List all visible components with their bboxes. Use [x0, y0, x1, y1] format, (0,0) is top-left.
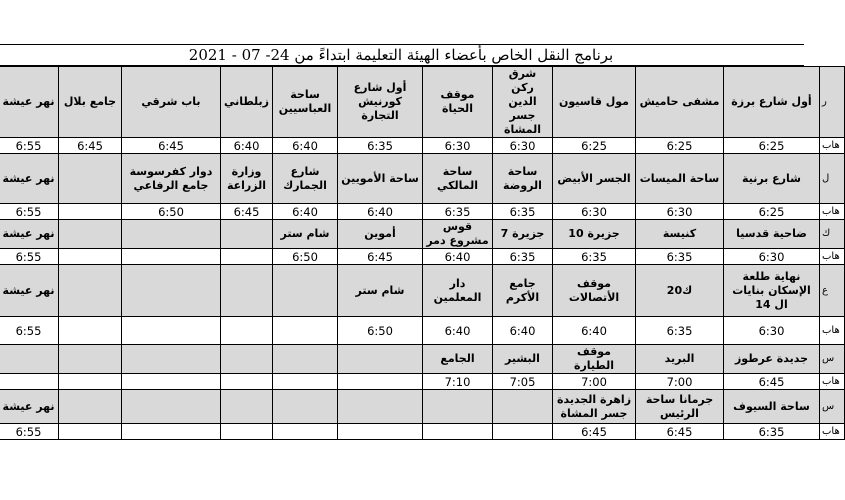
stop-cell: ساحة الميسات: [636, 154, 724, 204]
stop-cell: موقف الأتصالات: [553, 265, 636, 317]
stop-cell: جامع بلال: [59, 67, 122, 138]
time-cell: 6:25: [724, 138, 820, 154]
stop-cell: [59, 220, 122, 249]
time-cell: 6:40: [493, 317, 553, 345]
time-cell: [59, 204, 122, 220]
schedule-title: برنامج النقل الخاص بأعضاء الهيئة التعليمة ابتداءً من 24- 07 - 2021: [0, 44, 804, 66]
stop-cell: ساحة الروضة: [493, 154, 553, 204]
stop-cell: [59, 345, 122, 374]
time-cell: 6:30: [724, 249, 820, 265]
stop-cell: نهر عيشة: [0, 67, 59, 138]
time-cell: 6:25: [636, 138, 724, 154]
stops-row: [0, 390, 845, 424]
stop-cell: جرمانا ساحة الرئيس: [636, 390, 724, 424]
time-cell: [122, 374, 221, 390]
time-cell: 6:45: [221, 204, 273, 220]
times-row: [0, 317, 845, 345]
time-cell: [273, 424, 338, 440]
time-cell: [221, 374, 273, 390]
stop-cell: البريد: [636, 345, 724, 374]
time-cell: 7:00: [553, 374, 636, 390]
stop-cell: أول شارع كورنيش التجارة: [338, 67, 423, 138]
time-cell: [59, 424, 122, 440]
time-cell: 6:30: [423, 138, 493, 154]
time-cell: 6:55: [0, 204, 59, 220]
stop-cell: جديدة عرطوز: [724, 345, 820, 374]
stops-row: [0, 220, 845, 249]
time-cell: 6:55: [0, 249, 59, 265]
time-cell: [122, 317, 221, 345]
stops-row: [0, 67, 845, 138]
time-cell: 7:05: [493, 374, 553, 390]
row-label-cell: ع: [820, 265, 845, 317]
stop-cell: [59, 265, 122, 317]
time-cell: 6:50: [122, 204, 221, 220]
stops-row: [0, 154, 845, 204]
stop-cell: [59, 390, 122, 424]
stop-cell: موقف الطيارة: [553, 345, 636, 374]
time-cell: [122, 424, 221, 440]
stop-cell: شام ستر: [273, 220, 338, 249]
stop-cell: جزيرة 7: [493, 220, 553, 249]
time-cell: 6:35: [724, 424, 820, 440]
stop-cell: [493, 390, 553, 424]
stop-cell: [338, 345, 423, 374]
row-label-cell: هاب: [820, 424, 845, 440]
time-cell: 6:35: [636, 249, 724, 265]
stop-cell: [221, 220, 273, 249]
stop-cell: زاهرة الجديدة جسر المشاة: [553, 390, 636, 424]
time-cell: 6:45: [122, 138, 221, 154]
time-cell: 6:45: [553, 424, 636, 440]
time-cell: 7:00: [636, 374, 724, 390]
stops-row: [0, 345, 845, 374]
times-row: [0, 374, 845, 390]
stop-cell: وزارة الزراعة: [221, 154, 273, 204]
stop-cell: مول قاسيون: [553, 67, 636, 138]
stop-cell: دوار كفرسوسة جامع الرفاعي: [122, 154, 221, 204]
time-cell: 6:30: [636, 204, 724, 220]
stop-cell: نهر عيشة: [0, 220, 59, 249]
row-label-cell: هاب: [820, 138, 845, 154]
time-cell: 6:55: [0, 317, 59, 345]
time-cell: 6:50: [273, 249, 338, 265]
row-label-cell: هاب: [820, 204, 845, 220]
stop-cell: [273, 390, 338, 424]
time-cell: [493, 424, 553, 440]
row-label-cell: ك: [820, 220, 845, 249]
time-cell: 6:40: [553, 317, 636, 345]
stop-cell: [221, 390, 273, 424]
time-cell: 7:10: [423, 374, 493, 390]
time-cell: 6:45: [724, 374, 820, 390]
stop-cell: جزيرة 10: [553, 220, 636, 249]
stop-cell: قوس مشروع دمر: [423, 220, 493, 249]
time-cell: 6:25: [553, 138, 636, 154]
stop-cell: ك20: [636, 265, 724, 317]
stop-cell: [122, 345, 221, 374]
time-cell: 6:35: [423, 204, 493, 220]
time-cell: 6:35: [636, 317, 724, 345]
times-row: [0, 138, 845, 154]
time-cell: [273, 317, 338, 345]
time-cell: 6:35: [493, 249, 553, 265]
stop-cell: [273, 345, 338, 374]
stop-cell: [273, 265, 338, 317]
row-label-cell: هاب: [820, 374, 845, 390]
time-cell: 6:40: [423, 317, 493, 345]
time-cell: 6:55: [0, 424, 59, 440]
time-cell: 6:35: [338, 138, 423, 154]
stop-cell: موقف الحياة: [423, 67, 493, 138]
times-row: [0, 204, 845, 220]
stop-cell: شرق ركن الدين جسر المشاة: [493, 67, 553, 138]
stop-cell: [221, 345, 273, 374]
stop-cell: [0, 345, 59, 374]
times-row: [0, 424, 845, 440]
time-cell: 6:40: [423, 249, 493, 265]
row-label-cell: ل: [820, 154, 845, 204]
stop-cell: البشير: [493, 345, 553, 374]
time-cell: 6:30: [553, 204, 636, 220]
time-cell: [0, 374, 59, 390]
stop-cell: نهر عيشة: [0, 265, 59, 317]
row-label-cell: س: [820, 345, 845, 374]
stop-cell: زبلطاني: [221, 67, 273, 138]
time-cell: [273, 374, 338, 390]
time-cell: [122, 249, 221, 265]
times-row: [0, 249, 845, 265]
stop-cell: [122, 265, 221, 317]
time-cell: 6:50: [338, 317, 423, 345]
stop-cell: نهاية طلعة الإسكان بنايات ال 14: [724, 265, 820, 317]
stop-cell: شارع الجمارك: [273, 154, 338, 204]
stops-row: [0, 265, 845, 317]
time-cell: [221, 424, 273, 440]
time-cell: [338, 424, 423, 440]
stop-cell: [59, 154, 122, 204]
stop-cell: كنيسة: [636, 220, 724, 249]
time-cell: 6:40: [221, 138, 273, 154]
stop-cell: [338, 390, 423, 424]
stop-cell: ساحة السيوف: [724, 390, 820, 424]
transport-schedule-sheet: [0, 44, 840, 440]
stop-cell: شارع برنية: [724, 154, 820, 204]
stop-cell: مشفى حاميش: [636, 67, 724, 138]
stop-cell: نهر عيشة: [0, 154, 59, 204]
stop-cell: الجامع: [423, 345, 493, 374]
row-label-cell: هاب: [820, 317, 845, 345]
time-cell: 6:45: [636, 424, 724, 440]
time-cell: [423, 424, 493, 440]
stop-cell: ساحة المالكي: [423, 154, 493, 204]
stop-cell: ساحة الأمويين: [338, 154, 423, 204]
time-cell: 6:40: [273, 204, 338, 220]
time-cell: 6:45: [59, 138, 122, 154]
stop-cell: [122, 390, 221, 424]
time-cell: 6:35: [493, 204, 553, 220]
schedule-table: [0, 66, 845, 440]
time-cell: [59, 317, 122, 345]
stop-cell: [221, 265, 273, 317]
time-cell: 6:30: [493, 138, 553, 154]
stop-cell: [423, 390, 493, 424]
stop-cell: ساحة العباسيين: [273, 67, 338, 138]
time-cell: 6:55: [0, 138, 59, 154]
time-cell: 6:25: [724, 204, 820, 220]
time-cell: 6:40: [273, 138, 338, 154]
stop-cell: شام ستر: [338, 265, 423, 317]
time-cell: 6:30: [724, 317, 820, 345]
time-cell: [221, 249, 273, 265]
time-cell: 6:40: [338, 204, 423, 220]
stop-cell: باب شرقي: [122, 67, 221, 138]
stop-cell: دار المعلمين: [423, 265, 493, 317]
stop-cell: أول شارع برزة: [724, 67, 820, 138]
row-label-cell: ر: [820, 67, 845, 138]
time-cell: [338, 374, 423, 390]
time-cell: 6:45: [338, 249, 423, 265]
time-cell: [59, 249, 122, 265]
row-label-cell: س: [820, 390, 845, 424]
stop-cell: ضاحية قدسيا: [724, 220, 820, 249]
stop-cell: جامع الأكرم: [493, 265, 553, 317]
stop-cell: نهر عيشة: [0, 390, 59, 424]
row-label-cell: هاب: [820, 249, 845, 265]
time-cell: 6:35: [553, 249, 636, 265]
stop-cell: الجسر الأبيض: [553, 154, 636, 204]
stop-cell: [122, 220, 221, 249]
time-cell: [59, 374, 122, 390]
stop-cell: أموين: [338, 220, 423, 249]
time-cell: [221, 317, 273, 345]
